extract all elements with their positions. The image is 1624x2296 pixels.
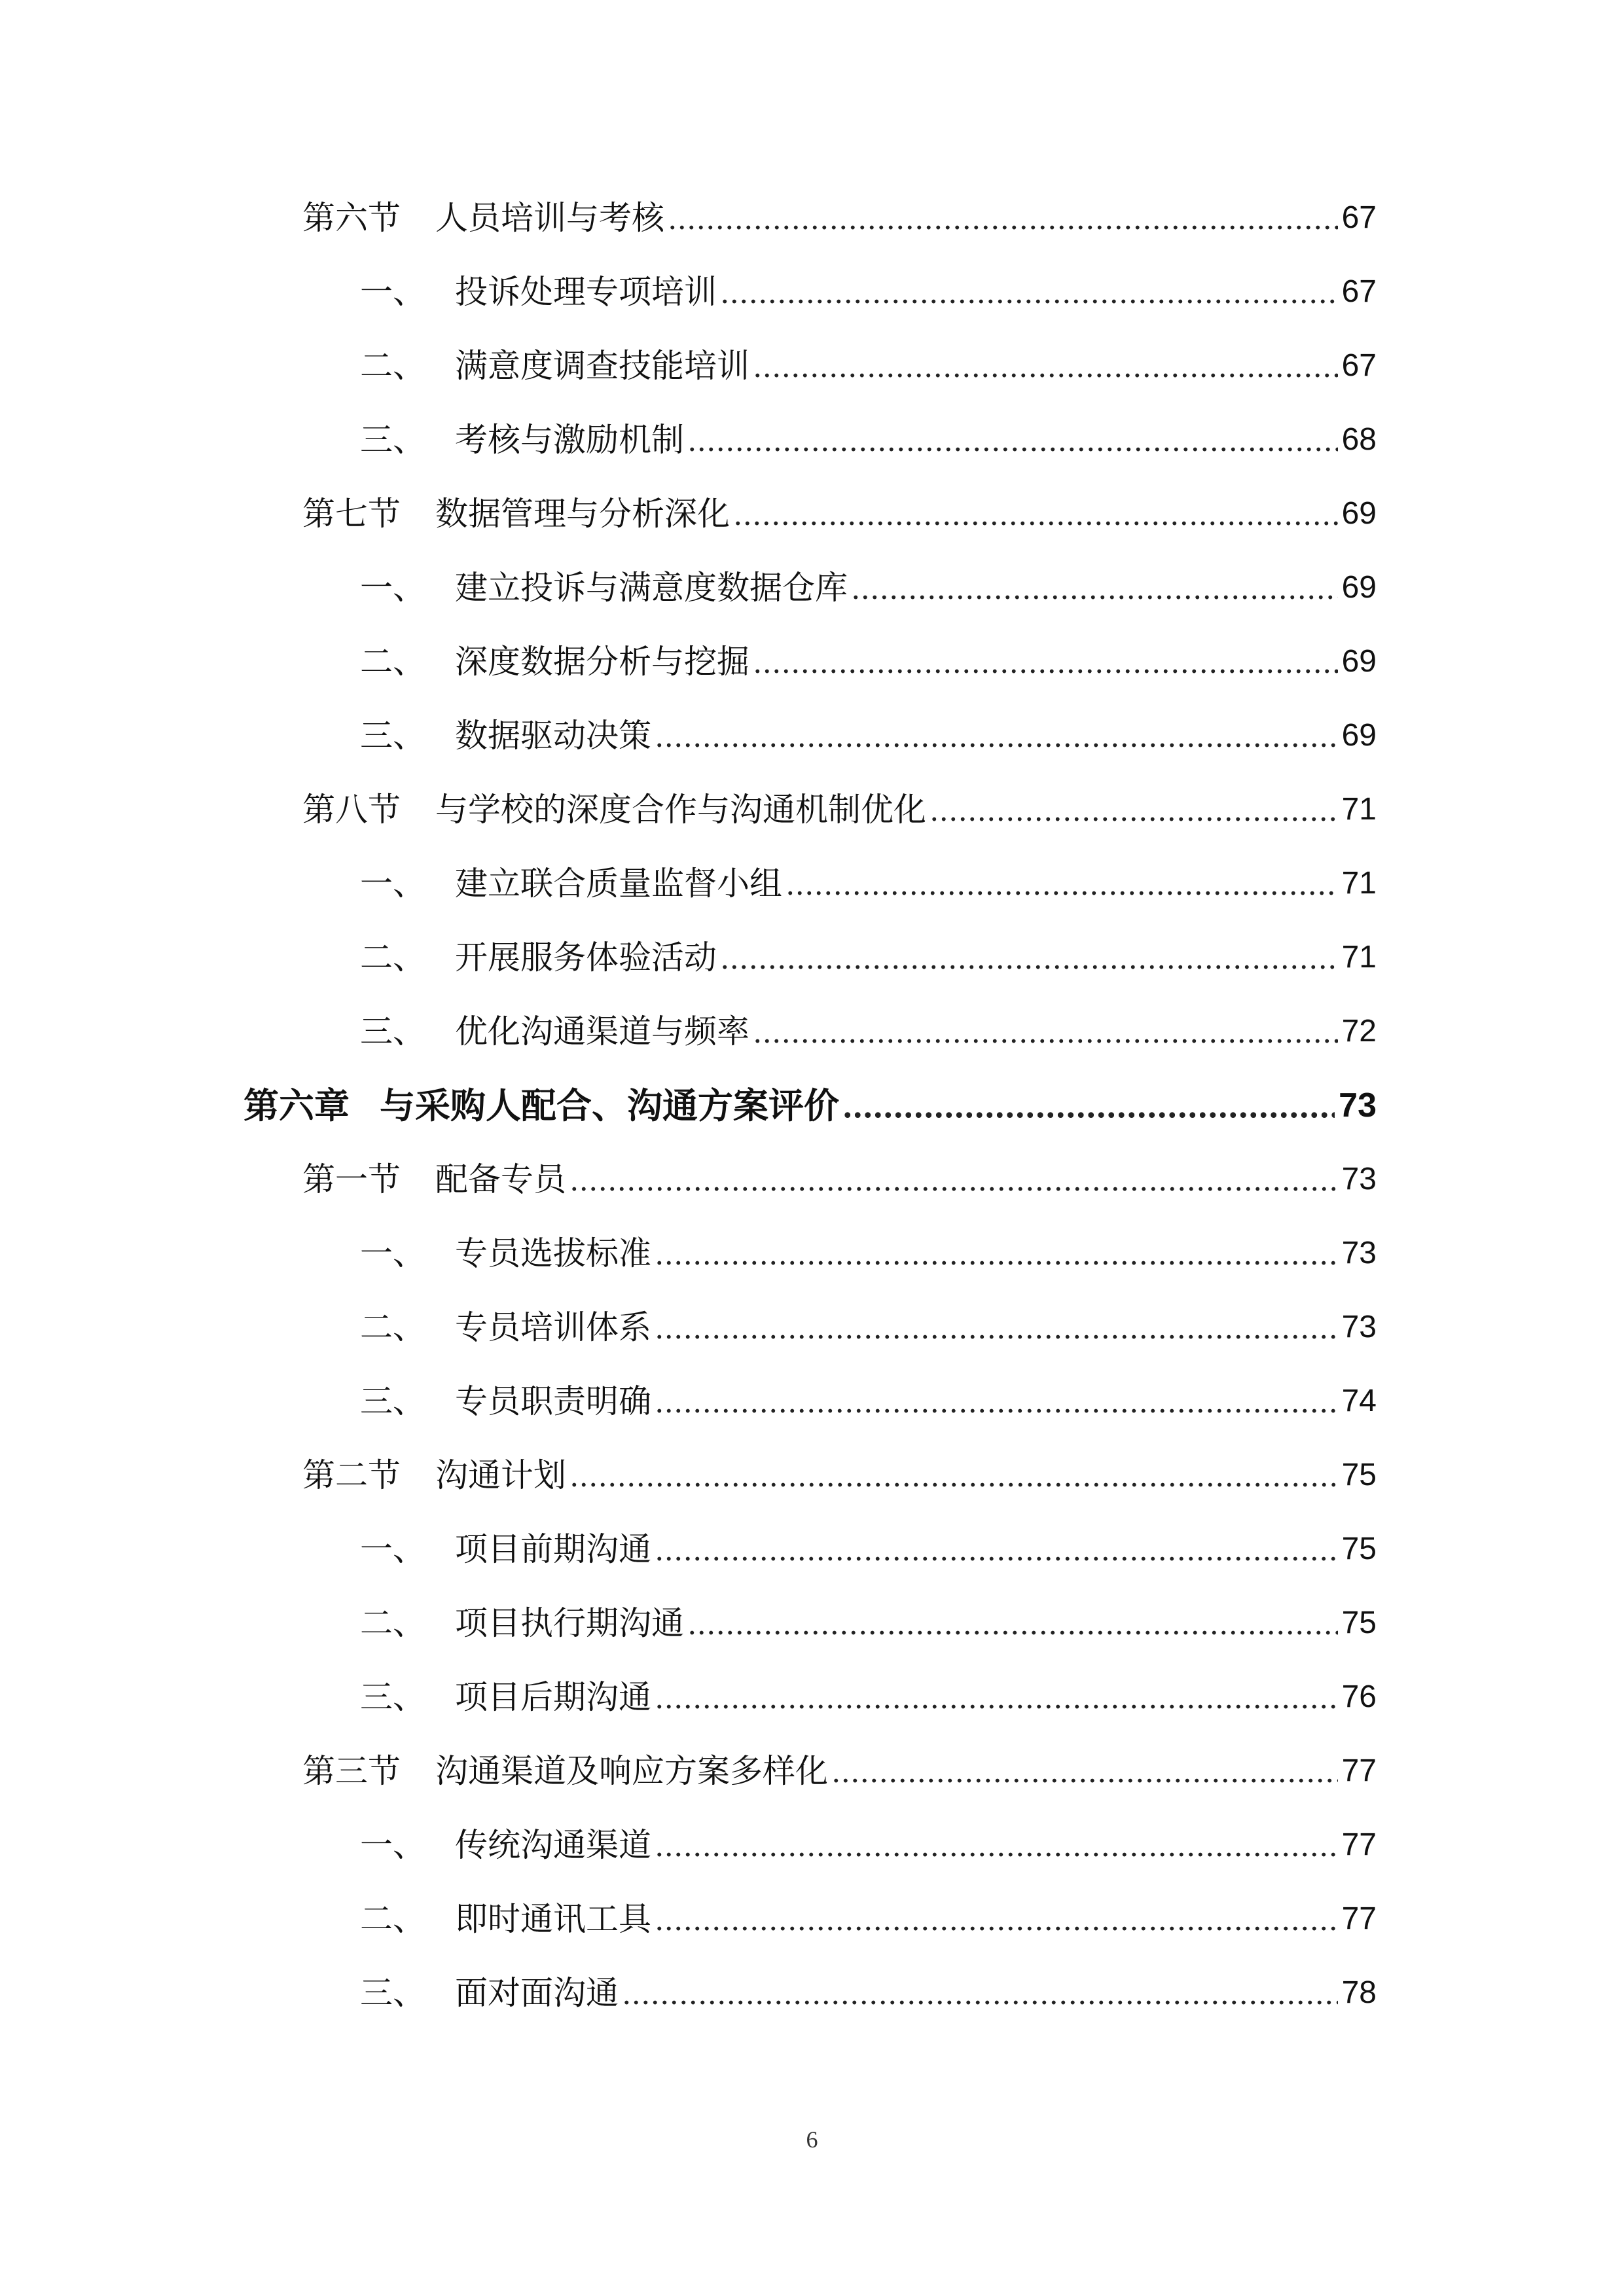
dot-leader <box>623 1967 1338 2019</box>
toc-entry-label <box>360 1227 651 1280</box>
dot-leader <box>655 709 1338 762</box>
toc-entry-title: 优化沟通渠道与频率 <box>455 1013 749 1050</box>
page-number: 6 <box>806 2126 818 2153</box>
toc-entry-title: 开展服务体验活动 <box>455 939 717 977</box>
toc-entry-label <box>360 1967 619 2019</box>
toc-entry-page: 73 <box>1341 1162 1377 1196</box>
toc-entry-subsection[interactable] <box>360 857 1377 910</box>
toc-entry-number: 二、 <box>360 347 425 385</box>
dot-leader <box>832 1745 1338 1797</box>
toc-entry-section[interactable] <box>302 192 1377 244</box>
toc-entry-page: 69 <box>1341 718 1377 753</box>
toc-entry-number: 二、 <box>360 1900 425 1938</box>
dot-leader <box>655 1227 1338 1280</box>
dot-leader <box>570 1153 1338 1206</box>
toc-entry-label <box>360 1597 684 1649</box>
toc-entry-label <box>360 636 749 688</box>
toc-entry-title: 即时通讯工具 <box>455 1900 651 1938</box>
toc-entry-page: 73 <box>1341 1310 1377 1344</box>
dot-leader <box>570 1449 1338 1501</box>
toc-entry-label <box>360 1893 651 1945</box>
dot-leader <box>734 488 1338 540</box>
toc-entry-title: 传统沟通渠道 <box>455 1826 651 1864</box>
toc-entry-page: 78 <box>1341 1975 1377 2010</box>
toc-entry-label <box>360 1375 651 1427</box>
toc-entry-number: 第六章 <box>244 1085 350 1126</box>
dot-leader <box>930 783 1338 836</box>
toc-entry-page: 71 <box>1341 792 1377 827</box>
toc-entry-subsection[interactable] <box>360 562 1377 614</box>
toc-entry-page: 73 <box>1339 1086 1377 1124</box>
toc-entry-number: 一、 <box>360 1234 425 1272</box>
toc-entry-number: 一、 <box>360 1826 425 1864</box>
toc-entry-number: 三、 <box>360 1382 425 1420</box>
toc-entry-page: 69 <box>1341 570 1377 605</box>
dot-leader <box>655 1893 1338 1945</box>
toc-entry-number: 第二节 <box>302 1456 401 1494</box>
toc-entry-page: 75 <box>1341 1532 1377 1566</box>
toc-entry-label <box>360 1671 651 1723</box>
dot-leader <box>786 857 1338 910</box>
toc-entry-label <box>360 1819 651 1871</box>
toc-entry-label <box>360 562 848 614</box>
toc-entry-label <box>244 1079 839 1132</box>
toc-entry-page: 77 <box>1341 1901 1377 1936</box>
toc-entry-title: 建立联合质量监督小组 <box>455 865 782 903</box>
dot-leader <box>655 1819 1338 1871</box>
toc-entry-title: 投诉处理专项培训 <box>455 273 717 311</box>
toc-entry-subsection[interactable] <box>360 1301 1377 1354</box>
toc-entry-page: 68 <box>1341 422 1377 457</box>
toc-entry-subsection[interactable] <box>360 1227 1377 1280</box>
toc-entry-number: 二、 <box>360 643 425 681</box>
toc-entry-page: 69 <box>1341 644 1377 679</box>
toc-entry-title: 数据驱动决策 <box>455 717 651 755</box>
toc-entry-title: 考核与激励机制 <box>455 421 684 459</box>
toc-entry-section[interactable] <box>302 488 1377 540</box>
dot-leader <box>753 1005 1338 1058</box>
toc-entry-label <box>302 783 926 836</box>
toc-entry-title: 沟通计划 <box>435 1456 566 1494</box>
toc-entry-title: 专员培训体系 <box>455 1308 651 1346</box>
dot-leader <box>655 1523 1338 1575</box>
toc-entry-page: 72 <box>1341 1014 1377 1049</box>
toc-entry-label <box>360 1523 651 1575</box>
toc-entry-title: 深度数据分析与挖掘 <box>455 643 749 681</box>
toc-entry-title: 数据管理与分析深化 <box>435 495 730 533</box>
toc-entry-title: 面对面沟通 <box>455 1974 619 2012</box>
toc-entry-section[interactable] <box>302 1745 1377 1797</box>
toc-entry-title: 专员职责明确 <box>455 1382 651 1420</box>
toc-entry-label <box>360 340 749 392</box>
dot-leader <box>753 636 1338 688</box>
toc-entry-number: 三、 <box>360 1974 425 2012</box>
toc-entry-number: 二、 <box>360 1604 425 1642</box>
toc-entry-label <box>360 1005 749 1058</box>
toc-entry-page: 77 <box>1341 1827 1377 1862</box>
dot-leader <box>843 1079 1335 1132</box>
dot-leader <box>655 1301 1338 1354</box>
toc-entry-label <box>302 192 664 244</box>
toc-entry-subsection[interactable] <box>360 1523 1377 1575</box>
toc-entry-page: 73 <box>1341 1236 1377 1270</box>
toc-entry-subsection[interactable] <box>360 1597 1377 1649</box>
toc-entry-title: 与采购人配合、沟通方案评价 <box>380 1085 839 1126</box>
toc-entry-page: 77 <box>1341 1753 1377 1788</box>
toc-entry-subsection[interactable] <box>360 1967 1377 2019</box>
toc-entry-subsection[interactable] <box>360 414 1377 466</box>
toc-entry-page: 76 <box>1341 1679 1377 1714</box>
toc-entry-title: 与学校的深度合作与沟通机制优化 <box>435 791 926 829</box>
toc-entry-title: 项目执行期沟通 <box>455 1604 684 1642</box>
toc-entry-number: 三、 <box>360 421 425 459</box>
toc-entry-page: 71 <box>1341 940 1377 975</box>
toc-entry-title: 满意度调查技能培训 <box>455 347 749 385</box>
toc-entry-label <box>302 1745 828 1797</box>
dot-leader <box>688 414 1338 466</box>
toc-entry-number: 二、 <box>360 939 425 977</box>
toc-entry-number: 第八节 <box>302 791 401 829</box>
toc-entry-number: 第六节 <box>302 199 401 237</box>
toc-entry-number: 三、 <box>360 717 425 755</box>
toc-entry-page: 71 <box>1341 866 1377 901</box>
toc-entry-number: 三、 <box>360 1678 425 1716</box>
toc-entry-page: 74 <box>1341 1384 1377 1418</box>
toc-entry-page: 67 <box>1341 274 1377 309</box>
toc-entry-title: 项目前期沟通 <box>455 1530 651 1568</box>
toc-entry-page: 75 <box>1341 1605 1377 1640</box>
toc-entry-title: 项目后期沟通 <box>455 1678 651 1716</box>
toc-entry-number: 三、 <box>360 1013 425 1050</box>
dot-leader <box>688 1597 1338 1649</box>
toc-entry-subsection[interactable] <box>360 931 1377 984</box>
toc-entry-label <box>302 1449 566 1501</box>
toc-entry-label <box>360 709 651 762</box>
dot-leader <box>655 1375 1338 1427</box>
toc-entry-subsection[interactable] <box>360 1671 1377 1723</box>
toc-entry-title: 配备专员 <box>435 1160 566 1198</box>
toc-entry-number: 第七节 <box>302 495 401 533</box>
toc-entry-subsection[interactable] <box>360 1005 1377 1058</box>
toc-entry-subsection[interactable] <box>360 340 1377 392</box>
toc-entry-label <box>302 1153 566 1206</box>
toc-entry-subsection[interactable] <box>360 1819 1377 1871</box>
toc-entry-label <box>302 488 730 540</box>
toc-entry-number: 一、 <box>360 865 425 903</box>
dot-leader <box>721 931 1338 984</box>
toc-entry-section[interactable] <box>302 1449 1377 1501</box>
toc-entry-subsection[interactable] <box>360 636 1377 688</box>
toc-entry-label <box>360 414 684 466</box>
toc-entry-title: 建立投诉与满意度数据仓库 <box>455 569 848 607</box>
toc-entry-title: 专员选拔标准 <box>455 1234 651 1272</box>
toc-entry-subsection[interactable] <box>360 266 1377 318</box>
toc-entry-label <box>360 857 782 910</box>
toc-entry-page: 75 <box>1341 1458 1377 1492</box>
toc-entry-number: 二、 <box>360 1308 425 1346</box>
dot-leader <box>655 1671 1338 1723</box>
toc-entry-title: 人员培训与考核 <box>435 199 664 237</box>
toc-entry-number: 第三节 <box>302 1752 401 1790</box>
dot-leader <box>852 562 1338 614</box>
toc-entry-number: 一、 <box>360 273 425 311</box>
toc-entry-label <box>360 1301 651 1354</box>
toc-entry-subsection[interactable] <box>360 709 1377 762</box>
toc-entry-number: 一、 <box>360 569 425 607</box>
toc-entry-chapter[interactable] <box>244 1079 1377 1132</box>
toc-entry-page: 69 <box>1341 496 1377 531</box>
dot-leader <box>721 266 1338 318</box>
toc-entry-subsection[interactable] <box>360 1375 1377 1427</box>
dot-leader <box>668 192 1338 244</box>
toc-entry-number: 第一节 <box>302 1160 401 1198</box>
toc-entry-subsection[interactable] <box>360 1893 1377 1945</box>
toc-entry-label <box>360 931 717 984</box>
toc-entry-page: 67 <box>1341 200 1377 235</box>
toc-entry-section[interactable] <box>302 1153 1377 1206</box>
dot-leader <box>753 340 1338 392</box>
toc-entry-title: 沟通渠道及响应方案多样化 <box>435 1752 828 1790</box>
toc-entry-page: 67 <box>1341 348 1377 383</box>
toc-entry-section[interactable] <box>302 783 1377 836</box>
toc-entry-number: 一、 <box>360 1530 425 1568</box>
toc-entry-label <box>360 266 717 318</box>
